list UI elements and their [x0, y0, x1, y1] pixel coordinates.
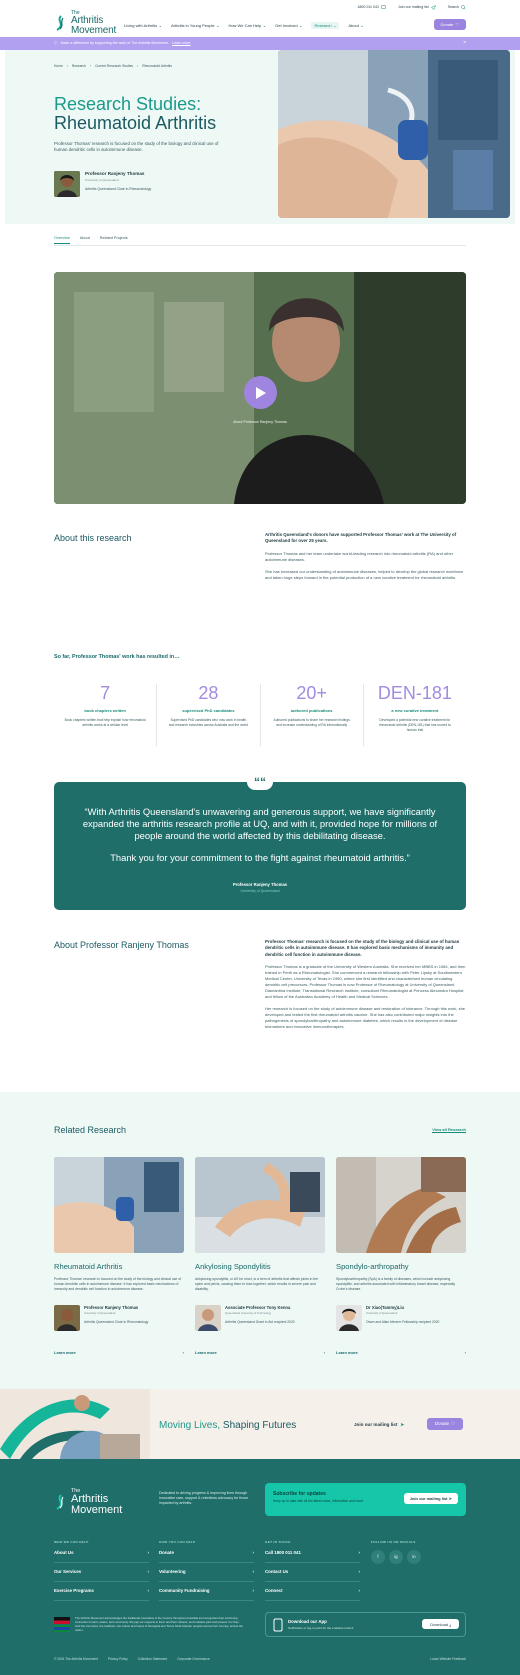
chevron-down-icon: ⌄ — [333, 23, 337, 28]
footer-link-label: Volunteering — [159, 1569, 186, 1575]
person-name: Associate Professor Tony Kenna — [225, 1305, 291, 1311]
site-logo[interactable] — [54, 11, 116, 35]
acknowledgement-of-country: The Arthritis Movement acknowledges the traditional custodians of the Country throughout Australia and recognises their continuing connection to land, waters, and community. We pay our respects to them and their cultures, and to Elders past and present. For they hold the memories, the traditions, the culture and hopes of Aboriginal and Torres Strait Islander peoples across their Country, across the nation. — [75, 1616, 243, 1633]
footer-col-contact — [265, 1540, 360, 1601]
play-icon — [256, 387, 266, 399]
social-icons — [371, 1550, 466, 1564]
stat-item — [54, 684, 157, 746]
search-icon — [461, 5, 466, 10]
heart-icon: ♡ — [455, 22, 459, 27]
nav-item-get-involved[interactable]: Get Involved ⌄ — [275, 23, 303, 28]
breadcrumb — [54, 64, 172, 68]
phone-link[interactable]: 1800 011 041 — [357, 5, 386, 10]
person-role: Owen and Allan Menner Fellowship recipient 2020 — [366, 1319, 440, 1324]
stat-label: authored publications — [290, 708, 333, 713]
person-role: Arthritis Queensland Grant in Aid recipient 2020 — [225, 1319, 295, 1324]
footer-link-fundraising[interactable] — [159, 1588, 254, 1601]
footer-col-socials — [371, 1540, 466, 1564]
footer-link-exercise[interactable] — [54, 1588, 149, 1601]
stat-number: 28 — [198, 683, 219, 703]
donate-label: Donate — [440, 22, 454, 27]
about-research-heading: About this research — [54, 533, 132, 543]
logo-text-arthritis: Arthritis — [71, 1493, 109, 1506]
chevron-down-icon: ⌄ — [299, 23, 303, 28]
cta-mailing-label: Join our mailing list — [354, 1422, 398, 1427]
tab-related-projects[interactable]: Related Projects — [99, 236, 128, 240]
related-card-description: Professor Thomas' research is focused on the study of the biology and clinical use of human dendritic cells in autoimmune disease. It has explored basic mechanisms of immunity and dendritic cell function in autoimmune disease. — [54, 1277, 182, 1292]
facebook-icon[interactable]: f — [371, 1550, 385, 1564]
footer-link-about[interactable] — [54, 1550, 149, 1563]
nav-item-about[interactable]: About ⌄ — [348, 23, 364, 28]
cta-donate-label: Donate — [435, 1421, 450, 1426]
title-line-1: Research Studies: — [54, 94, 202, 114]
testimonial-quote — [54, 775, 466, 910]
avatar — [195, 1305, 221, 1331]
footer-col-how — [159, 1540, 254, 1601]
site-credit[interactable]: Lucas Website Feedback — [430, 1657, 466, 1661]
stat-label: a new curative treatment — [391, 708, 439, 713]
quote-text: “With Arthritis Queensland's unwavering and generous support, we have significantly expanded the arthritis research profile at UQ, and with it, provided hope for millions of people around the world affected by this debilitating disease. — [82, 806, 438, 842]
quote-author: Professor Ranjeny Thomas — [232, 882, 288, 887]
view-all-research-link[interactable]: View all Research — [432, 1127, 466, 1132]
logo-text-movement: Movement — [71, 24, 117, 36]
subscribe-box — [265, 1483, 466, 1516]
related-card-title: Rheumatoid Arthritis — [54, 1262, 123, 1271]
learn-more-label: Learn more — [54, 1350, 76, 1355]
footer-legal — [54, 1657, 466, 1661]
related-card-image — [195, 1157, 325, 1253]
chevron-down-icon: ⌄ — [216, 23, 220, 28]
nav-item-young-people[interactable]: Arthritis in Young People ⌄ — [170, 23, 220, 28]
researcher-university: University of Queensland — [85, 178, 119, 183]
about-research-p2: She has increased our understanding of autoimmune diseases, helped to develop the global research workforce and taken huge steps forward in the potential production of a new curative treatment for rheumatoid arthritis. — [265, 568, 464, 580]
logo-text-arthritis: Arthritis — [71, 15, 104, 26]
footer-link-label: About Us — [54, 1550, 74, 1556]
nav-item-living[interactable]: Living with Arthritis ⌄ — [124, 23, 162, 28]
chevron-right-icon: › — [137, 64, 139, 68]
avatar — [336, 1305, 362, 1331]
hero-intro: Professor Thomas' research is focused on the study of the biology and clinical use of human dendritic cells in autoimmune disease. — [54, 141, 219, 153]
video-player[interactable] — [54, 272, 466, 504]
related-card-description: Ankylosing spondylitis, or AS for short, is a form of arthritis that affects joints in the spine and pelvis, causing them to fuse together, which results in severe pain and disability. — [195, 1277, 318, 1292]
person-institution: University of Queensland — [84, 1310, 116, 1315]
governance-link[interactable]: Corporate Governance — [177, 1657, 210, 1661]
send-icon: ➤ — [448, 1496, 452, 1501]
about-professor-lead: Professor Thomas' research is focused on the study of the biology and clinical use of human dendritic cells in autoimmune disease. It has explored basic mechanisms of immunity and dendritic cell function in autoimmune disease. — [265, 939, 460, 957]
about-research-p1: Professor Thomas and her team undertake world-leading research into rheumatoid arthritis (RA) and other autoimmune diseases. — [265, 550, 454, 562]
researcher-name: Professor Ranjeny Thomas — [85, 171, 145, 176]
send-icon: ➤ — [400, 1422, 405, 1427]
tab-about[interactable]: About — [79, 236, 90, 240]
breadcrumb-page: Rheumatoid Arthritis — [142, 64, 172, 68]
footer-link-label: Community Fundraising — [159, 1588, 210, 1594]
person-name: Professor Ranjeny Thomas — [84, 1305, 139, 1311]
about-professor-p1: Professor Thomas is a graduate of the University of Western Australia. She received her MBBS in 1984, and then trained in Perth as a Rheumatologist. She commenced a research fellowship with Peter Lipsky at Southwestern Medical Center, University of Texas in 1990, where she first identified and characterised human circulating dendritic cell precursors. Professor Thomas is now Professor of Rheumatology at University of Queensland Diamantina Institute, Translational Research Institute, consultant Rheumatologist at Princess Alexandra Hospital and fellow of the Australian Academy of Health and Medical Sciences. — [265, 964, 466, 1000]
chevron-right-icon: › — [147, 1550, 149, 1556]
announcement-banner — [0, 37, 520, 50]
related-research-section — [0, 1092, 520, 1389]
cta-strip — [0, 1389, 520, 1459]
footer-link-volunteering[interactable] — [159, 1569, 254, 1582]
learn-more-link[interactable] — [195, 1350, 325, 1355]
tagline-part-2: Shaping Futures — [222, 1420, 297, 1431]
related-research-heading: Related Research — [54, 1125, 127, 1135]
chevron-down-icon: ⌄ — [262, 23, 267, 28]
logo-mark-icon — [54, 15, 68, 31]
heart-icon: ♡ — [451, 1421, 456, 1426]
footer-link-label: Our Services — [54, 1569, 82, 1575]
chevron-right-icon: › — [66, 64, 68, 68]
play-button[interactable] — [244, 376, 277, 409]
chevron-right-icon: › — [464, 1350, 466, 1355]
nav-item-research[interactable]: Research ⌄ — [311, 22, 339, 29]
footer-link-call[interactable] — [265, 1550, 360, 1563]
tagline-part-1: Moving Lives, — [159, 1420, 221, 1431]
related-card[interactable] — [54, 1157, 184, 1367]
copyright: © 2024 The Arthritis Movement — [54, 1657, 98, 1661]
breadcrumb-home[interactable]: Home — [54, 64, 63, 68]
title-line-2: Rheumatoid Arthritis — [54, 112, 217, 133]
donate-button[interactable] — [434, 19, 467, 30]
footer-link-label: Donate — [159, 1550, 174, 1556]
quote-author-university: University of Queensland — [240, 889, 280, 893]
send-icon — [431, 5, 436, 10]
stat-description: Authored publications to share her research findings and increase understanding of RA internationally — [273, 718, 350, 728]
footer-col-who — [54, 1540, 149, 1601]
related-card[interactable] — [336, 1157, 466, 1367]
subscribe-button-label: Join our mailing list — [409, 1496, 448, 1501]
chevron-right-icon: › — [358, 1588, 360, 1594]
footer-link-donate[interactable] — [159, 1550, 254, 1563]
person-role: Arthritis Queensland Chair in Rheumatology — [84, 1319, 149, 1324]
person-institution: University of Queensland — [366, 1310, 398, 1315]
logo-text-the: The — [71, 10, 80, 16]
chevron-right-icon: › — [147, 1588, 149, 1594]
chevron-right-icon: › — [147, 1569, 149, 1575]
utility-bar — [357, 5, 466, 10]
stat-item — [261, 684, 364, 746]
mailing-list-link[interactable]: Join our mailing list — [398, 5, 436, 10]
about-research-lead: Arthritis Queensland's donors have supported Professor Thomas' work at The University of Queensland for over 25 years. — [265, 532, 457, 544]
about-professor-p2: Her research is focused on the study of autoimmune disease and restoration of tolerance. Through this work, she developed and tested the first rheumatoid arthritis vaccine. She has also contributed major insights into the pathogenesis of spondyloarthropathy and autoimmune diabetes, which results in the development of disease biomarkers and innovative immunotherapies. — [265, 1006, 466, 1030]
footer-link-label: Connect — [265, 1588, 283, 1594]
chevron-right-icon: › — [252, 1569, 254, 1575]
footer-col-heading: HOW YOU CAN HELP — [159, 1540, 196, 1544]
nav-item-help[interactable]: How We Can Help ⌄ — [228, 23, 267, 28]
footer-description: Dedicated to driving progress & improving lives through innovative care, support & relentless advocacy for those impacted by arthritis. — [159, 1491, 249, 1506]
app-download-label: Download — [430, 1621, 449, 1627]
banner-link[interactable]: Learn more — [172, 41, 191, 46]
chevron-down-icon: ⌄ — [158, 23, 162, 28]
related-card[interactable] — [195, 1157, 325, 1367]
phone-icon — [273, 1618, 283, 1632]
stat-label: supervised PhD candidates — [182, 708, 235, 713]
footer-col-heading: GET IN TOUCH — [265, 1540, 291, 1544]
related-card-title: Ankylosing Spondylitis — [195, 1262, 271, 1271]
collection-link[interactable]: Collection Statement — [137, 1657, 168, 1661]
learn-more-label: Learn more — [195, 1350, 217, 1355]
subscribe-button[interactable] — [404, 1493, 458, 1504]
chevron-right-icon: › — [90, 64, 92, 68]
subscribe-text: Keep up to date with all the latest news, information and more — [273, 1499, 364, 1503]
footer-logo[interactable] — [54, 1489, 122, 1515]
chevron-right-icon: › — [252, 1588, 254, 1594]
learn-more-link[interactable] — [336, 1350, 466, 1355]
footer-col-heading: WHO WE CAN HELP — [54, 1540, 89, 1544]
researcher-profile — [54, 171, 151, 197]
related-card-person — [54, 1305, 184, 1331]
chevron-right-icon: › — [358, 1550, 360, 1556]
avatar — [54, 1305, 80, 1331]
researcher-chair: Arthritis Queensland Chair in Rheumatology — [85, 187, 152, 192]
quote-text-closing: Thank you for your commitment to the fight against rheumatoid arthritis.” — [110, 852, 410, 863]
stat-description: Book chapters written that help explain how rheumatoid arthritis works at a cellular level — [64, 718, 146, 728]
tab-overview[interactable]: Overview — [54, 236, 70, 244]
chevron-right-icon: › — [358, 1569, 360, 1575]
learn-more-link[interactable] — [54, 1350, 184, 1355]
chat-icon — [381, 5, 386, 10]
results-stats — [54, 684, 466, 746]
logo-text-movement: Movement — [71, 1503, 123, 1516]
site-footer — [0, 1459, 520, 1675]
stat-item — [364, 684, 466, 746]
related-card-image — [336, 1157, 466, 1253]
hero-image — [278, 50, 510, 218]
cta-image — [0, 1389, 150, 1459]
cta-donate-button[interactable] — [427, 1418, 463, 1430]
subscribe-title: Subscribe for updates — [273, 1491, 326, 1497]
page-tabs — [54, 236, 128, 244]
footer-link-services[interactable] — [54, 1569, 149, 1582]
stat-number: 20+ — [296, 683, 327, 703]
footer-link-connect[interactable] — [265, 1588, 360, 1601]
related-card-description: Spondyloarthropathy (SpA) is a family of diseases, which include ankylosing spondylitis, and arthritis associated with inflammatory bowel disease, especially Crohn's disease. — [336, 1277, 456, 1292]
stat-number: DEN-181 — [377, 683, 452, 703]
stat-label: book chapters written — [84, 708, 126, 713]
close-icon[interactable]: × — [463, 40, 466, 46]
related-card-person — [195, 1305, 325, 1331]
about-professor-heading: About Professor Ranjeny Thomas — [54, 940, 189, 950]
footer-link-label: Contact Us — [265, 1569, 289, 1575]
person-institution: Queensland University of Technology — [225, 1310, 272, 1315]
related-card-image — [54, 1157, 184, 1253]
page-title — [54, 95, 216, 133]
related-cards — [54, 1157, 466, 1367]
privacy-link[interactable]: Privacy Policy — [107, 1657, 128, 1661]
chevron-right-icon: › — [252, 1550, 254, 1556]
linkedin-icon[interactable]: in — [407, 1550, 421, 1564]
person-name: Dr Xiao(Tammy)Liu — [366, 1305, 405, 1311]
hero — [5, 50, 515, 224]
footer-link-label: Call 1800 011 041 — [265, 1550, 301, 1556]
app-subtitle: Notification or log-in point for the enabled content — [288, 1626, 354, 1630]
video-caption: About Professor Ranjeny Thomas — [233, 420, 287, 424]
breadcrumb-research[interactable]: Research — [71, 64, 87, 68]
download-icon: ⤓ — [449, 1621, 451, 1627]
chevron-right-icon: › — [323, 1350, 325, 1355]
researcher-photo — [54, 171, 80, 197]
results-heading: So far, Professor Thomas' work has resulted in… — [54, 654, 180, 660]
app-download-button[interactable] — [422, 1619, 459, 1629]
info-icon: ⓘ — [54, 41, 58, 46]
footer-link-label: Exercise Programs — [54, 1588, 94, 1594]
related-card-title: Spondylo-arthropathy — [336, 1262, 409, 1271]
learn-more-label: Learn more — [336, 1350, 358, 1355]
stat-description: Developed a potential new curative treatment for rheumatoid arthritis (DEN-181) that has moved to human trial — [378, 718, 451, 732]
logo-text-the: The — [71, 1488, 81, 1494]
instagram-icon[interactable]: ig — [389, 1550, 403, 1564]
banner-text: Make a difference by supporting the work of The Arthritis Movement. — [60, 41, 170, 46]
chevron-down-icon: ⌄ — [360, 23, 364, 28]
app-download-box — [265, 1612, 466, 1637]
quote-icon: ““ — [247, 774, 273, 790]
cta-tagline — [159, 1419, 296, 1433]
stat-description: Supervised PhD candidates who now work in health and research industries across Australia and the world — [168, 718, 248, 728]
app-title: Download our App — [288, 1619, 327, 1624]
footer-col-heading: FOLLOW US ON SOCIALS — [371, 1540, 416, 1544]
tabs-divider — [54, 245, 466, 246]
cta-mailing-link[interactable] — [354, 1422, 404, 1428]
footer-link-contact[interactable] — [265, 1569, 360, 1582]
site-header — [0, 0, 520, 37]
chevron-right-icon: › — [182, 1350, 184, 1355]
logo-mark-icon — [54, 1493, 68, 1511]
stat-item — [157, 684, 260, 746]
stat-number: 7 — [100, 683, 111, 703]
search-link[interactable]: Search — [448, 5, 466, 10]
breadcrumb-current-studies[interactable]: Current Research Studies — [95, 64, 134, 68]
main-nav — [124, 22, 364, 29]
related-card-person — [336, 1305, 466, 1331]
